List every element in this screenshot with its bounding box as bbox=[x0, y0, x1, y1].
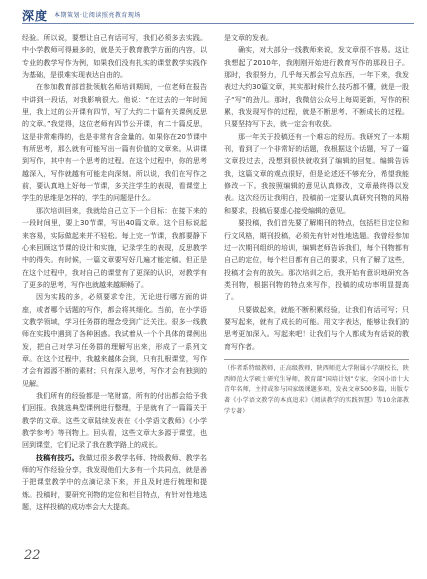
paragraph: 只要做起来，就能不断积累经验，让我们有话可写；只要写起来，就有了成长的可能。用文字表达，能够让我们的思考更加深入。写起来吧！让我们与个人都成为有话说的教育写作者。 bbox=[224, 305, 409, 351]
left-column bbox=[22, 32, 207, 513]
section-brand: 深度 bbox=[22, 9, 49, 23]
paragraph: 确实，对大部分一线教师来说，发文章很不容易。这让我想起了2010年，我刚刚开始进行教育写作的那段日子。那时，我很努力，几乎每天都会写点东西，一年下来，我发表过大约30篇文章，其实那时候什么技巧都不懂，就是一股子“写”的劲儿。那时，我微信公众号上每周更新，写作的积累，我发现写作的过程，就是不断思考、不断成长的过程。只要坚持写下去，就一定会有收获。 bbox=[224, 46, 409, 129]
paragraph: 那次培训回来，我就给自己立下一个目标：在接下来的一段时间里，要上30节课，写出40篇文章。这个目标说起来容易，实际做起来并不轻松。每上完一节课，我都要静下心来回顾这节课的设计和实施，记录学生的表现，反思教学中的得失。有时候，一篇文章要写好几遍才能定稿。但正是在这个过程中，我对自己的课堂有了更深的认识，对教学有了更多的思考，写作也就越来越顺畅了。 bbox=[22, 206, 207, 289]
header-rule bbox=[22, 23, 414, 24]
paragraph: 在参加教育部首批领航名师培训期间，一位老师在报告中讲到一段话，对我影响很大。他说：“在过去的一年时间里，我上过的公开课有四节，写了大约二十篇有关课例反思的文章。”我觉得，这位老师有四节公开课，有二十篇反思，这是非常难得的，也是非常有含金量的。如果你在20节课中有所思考，那么就有可能写出一篇有价值的文章来。从讲课到写作，其中有一个思考的过程。在这个过程中，你的思考越深入，写作就越有可能走向深刻。所以说，我们在写作之前，要认真地上好每一节课，多关注学生的表现，看课堂上学生的思维是怎样的，学生的问题是什么。 bbox=[22, 83, 207, 203]
paragraph-lead: 技稿有技巧。 bbox=[36, 453, 79, 462]
paragraph bbox=[22, 452, 207, 514]
section-subtitle: 本期策划·让阅读照亮教育现场 bbox=[54, 12, 141, 19]
right-column-paragraphs bbox=[224, 32, 409, 353]
author-bio bbox=[224, 359, 409, 418]
paragraph: 那一年关于投稿还有一个难忘的经历。我研究了一本期刊，看到了一个非常好的话题，我根据这个话题，写了一篇文章投过去，没想到很快就收到了编辑的回复。编辑告诉我，这篇文章的观点很好，但是论述还不够充分，希望我能修改一下。我按照编辑的意见认真修改，文章最终得以发表。这次经历让我明白，投稿前一定要认真研究刊物的风格和要求，投稿后要虚心接受编辑的意见。 bbox=[224, 132, 409, 215]
author-bio-text: （作者系特级教师，正高级教师，陕西师范大学附属小学副校长，陕西师范大学硕士研究生导师，教育部“国培计划”专家，全国小语十大青年名师，主持或参与国家级课题多项，发表文章500多篇，出版专著《小学语文教学的本真追求》《阅读教学的实践智慧》等10余部教学专著） bbox=[224, 364, 409, 415]
paragraph: 因为实践的多，必须要求专注，无论进行哪方面的讲座，或者哪个话题的写作，都会将其细化。当前，在小学语文教学领域，学习任务群的理念受到广泛关注。很多一线教师在实践中遇到了各种困惑。我试着从一个个具体的课例出发，把自己对学习任务群的理解写出来，形成了一系列文章。在这个过程中，我越来越体会到，只有扎根课堂，写作才会有源源不断的素材；只有深入思考，写作才会有独到的见解。 bbox=[22, 293, 207, 388]
paragraph: 要投稿，我们首先要了解期刊的特点，包括栏目定位和行文风格，期刊投稿，必须先有针对性地选题。我曾经参加过一次期刊组织的培训，编辑老师告诉我们，每个刊物都有自己的定位，每个栏目都有自己的要求，只有了解了这些，投稿才会有的放矢。那次培训之后，我开始有意识地研究各类刊物，根据刊物的特点来写作，投稿的成功率明显提高了。 bbox=[224, 219, 409, 302]
page-header bbox=[22, 6, 414, 22]
paragraph: 经验。所以说，要想让自己有话可写，我们必须多去实践。中小学教师可得最多的，就是关于教育教学方面的内容，以专业的教学写作为例，如果我们没有扎实的课堂教学实践作为基础，是很难实现表达自由的。 bbox=[22, 34, 207, 80]
paragraph: 我们所有的经验都是一笔财富，所有的付出都会给予我们回报。我挑选典型课例进行整理，于是就有了一篇篇关于教学的文章。这些文章陆续发表在《小学语文教师》《小学教学参考》等刊物上。回头看，这些文章大多源于课堂，也回到课堂，它们记录了我在教学路上的成长。 bbox=[22, 391, 207, 450]
paragraph-text: 我做过很多教学名师、特级教师、教学名师的写作经验分享，我发现他们大多有一个共同点，就是善于把课堂教学中的点滴记录下来，并且及时进行梳理和提炼。投稿时，要研究刊物的定位和栏目特点，有针对性地选题，这样投稿的成功率会大大提高。 bbox=[22, 453, 208, 512]
right-column bbox=[224, 32, 409, 417]
page-number: 22 bbox=[24, 548, 41, 563]
paragraph: 是文章的发表。 bbox=[224, 34, 273, 42]
